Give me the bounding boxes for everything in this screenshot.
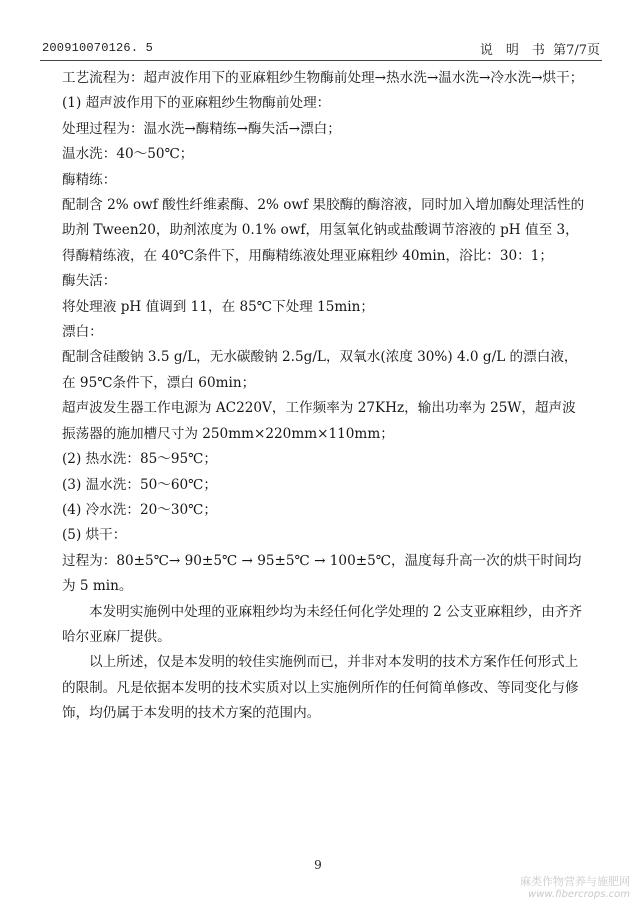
paragraph: 工艺流程为：超声波作用下的亚麻粗纱生物酶前处理→热水洗→温水洗→冷水洗→烘干； <box>62 70 584 86</box>
page-number: 9 <box>314 858 322 872</box>
paragraph: 将处理液 pH 值调到 11，在 85℃下处理 15min； <box>62 298 374 315</box>
paragraph: 酶精练： <box>62 171 117 188</box>
header-divider <box>40 60 602 61</box>
paragraph: 配制含硅酸钠 3.5 g/L，无水碳酸钠 2.5g/L，双氧水(浓度 30%) 4.0 g/L 的漂白液，在 95℃条件下，漂白 60min； <box>62 349 578 391</box>
watermark-text: 麻类作物营养与施肥网 <box>520 875 630 888</box>
paragraph: (5) 烘干： <box>62 527 127 544</box>
watermark <box>520 875 630 901</box>
paragraph: (3) 温水洗：50～60℃； <box>62 476 217 493</box>
paragraph: (1) 超声波作用下的亚麻粗纱生物酶前处理： <box>62 95 331 112</box>
paragraph: 超声波发生器工作电源为 AC220V，工作频率为 27KHz，输出功率为 25W，超声波振荡器的施加槽尺寸为 250mm×220mm×110mm； <box>62 400 576 442</box>
paragraph: 漂白： <box>62 324 103 341</box>
paragraph: 以上所述，仅是本发明的较佳实施例而已，并非对本发明的技术方案作任何形式上的限制。凡是依据本发明的技术实质对以上实施例所作的任何简单修改、等同变化与修饰，均仍属于本发明的技术方案的范围内。 <box>62 654 579 722</box>
document-number: 200910070126. 5 <box>42 41 154 55</box>
page-info: 第7/7页 <box>553 43 600 58</box>
paragraph: (2) 热水洗：85～95℃； <box>62 451 217 468</box>
paragraph: (4) 冷水洗：20～30℃； <box>62 501 217 518</box>
body-text <box>62 66 587 727</box>
paragraph: 处理过程为：温水洗→酶精练→酶失活→漂白； <box>62 120 341 137</box>
watermark-url: www.fibercrops.com <box>528 889 630 900</box>
paragraph: 本发明实施例中处理的亚麻粗纱均为未经任何化学处理的 2 公支亚麻粗纱，由齐齐哈尔亚麻厂提供。 <box>62 603 583 645</box>
paragraph: 过程为：80±5℃→ 90±5℃ → 95±5℃ → 100±5℃，温度每升高一次的烘干时间均为 5 min。 <box>62 552 582 595</box>
header-right <box>480 39 600 58</box>
document-type: 说 明 书 <box>479 43 545 58</box>
paragraph: 酶失活： <box>62 273 117 290</box>
paragraph: 配制含 2% owf 酸性纤维素酶、2% owf 果胶酶的酶溶液，同时加入增加酶处理活性的助剂 Tween20，助剂浓度为 0.1% owf，用氢氧化钠或盐酸调节溶液的 pH 值至 3，得酶精练液，在 40℃条件下，用酶精练液处理亚麻粗纱 40min，浴比：30：1； <box>62 197 585 264</box>
paragraph: 温水洗：40～50℃； <box>62 146 194 163</box>
